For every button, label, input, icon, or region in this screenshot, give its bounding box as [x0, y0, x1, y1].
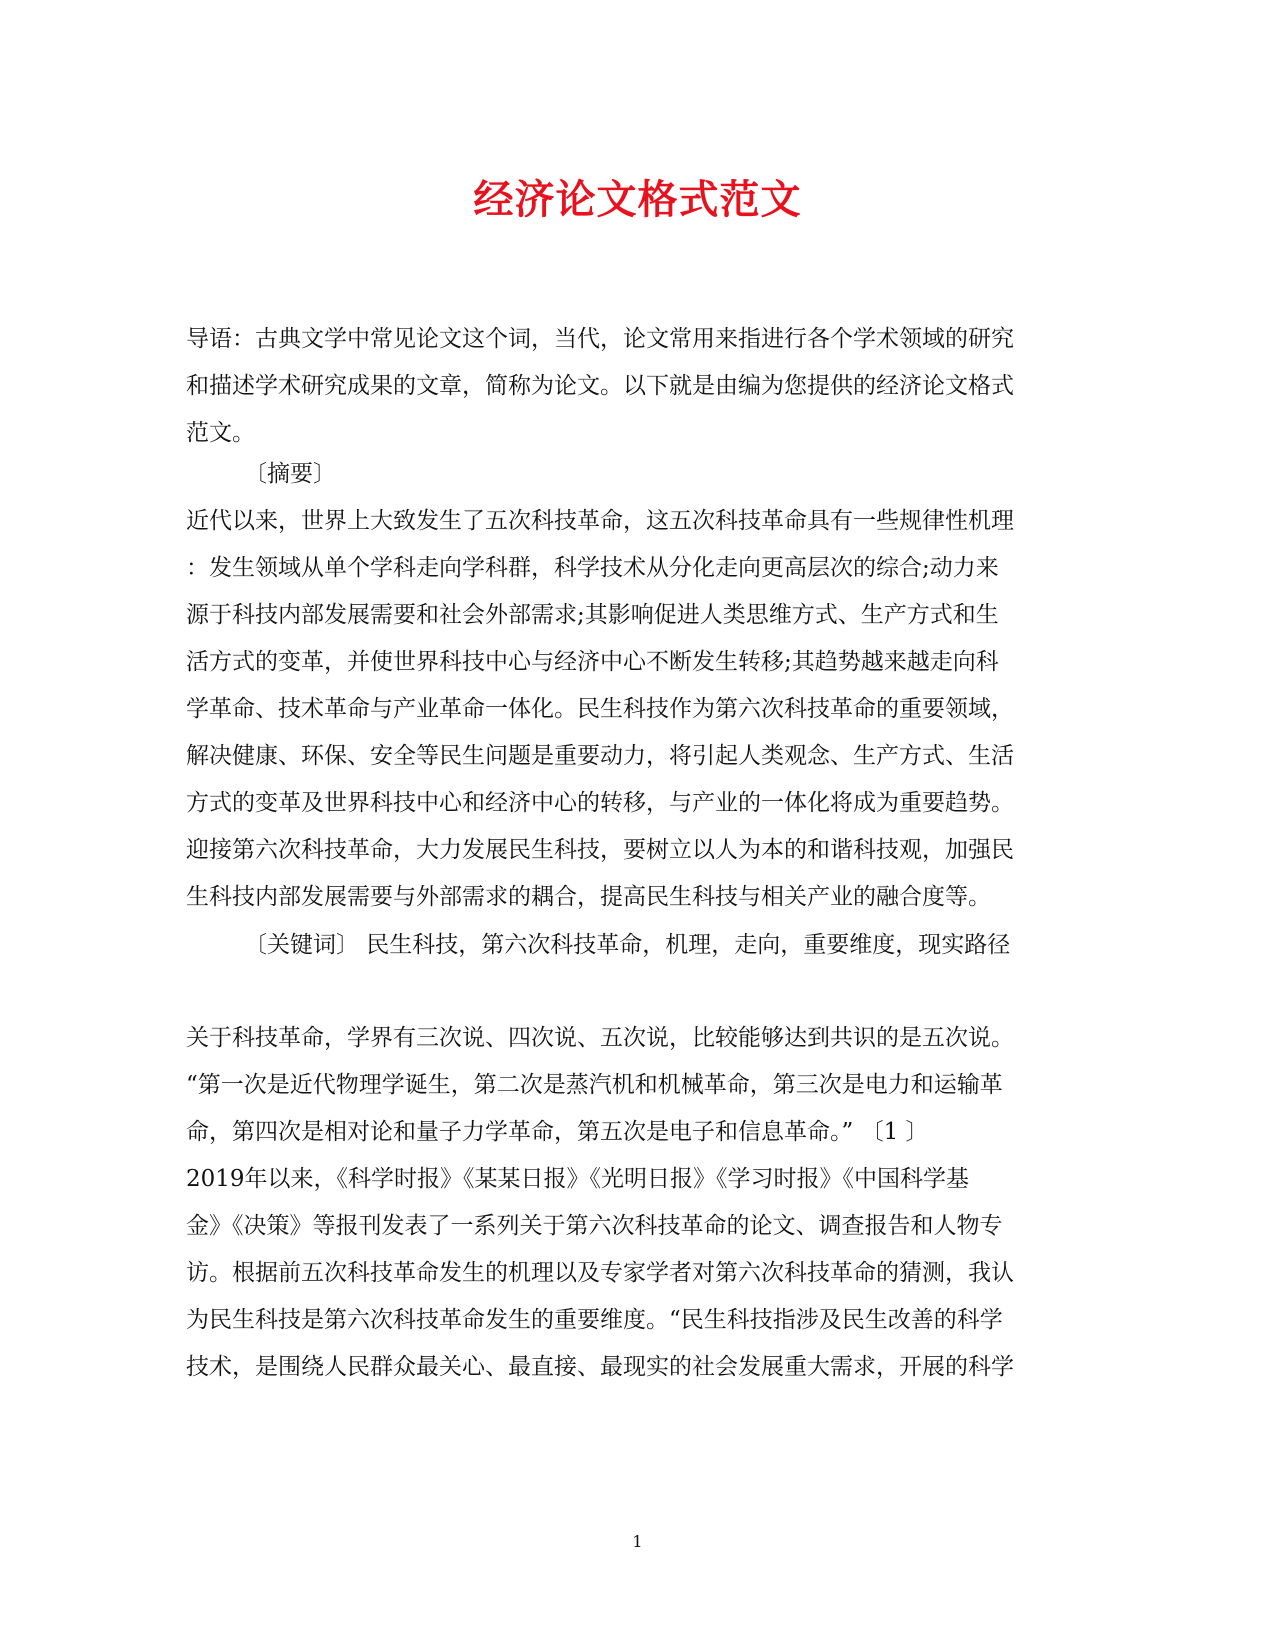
keywords-line: 〔关键词〕 民生科技，第六次科技革命，机理，走向，重要维度，现实路径	[244, 932, 1011, 958]
body-line: 技术，是围绕人民群众最关心、最直接、最现实的社会发展重大需求，开展的科学	[186, 1354, 1014, 1380]
body-line: 为民生科技是第六次科技革命发生的重要维度。“民生科技指涉及民生改善的科学	[186, 1307, 1003, 1333]
abstract-line: 源于科技内部发展需要和社会外部需求;其影响促进人类思维方式、生产方式和生	[186, 602, 999, 628]
body-line: “第一次是近代物理学诞生，第二次是蒸汽机和机械革命，第三次是电力和运输革	[186, 1072, 1003, 1098]
body-line: 关于科技革命，学界有三次说、四次说、五次说，比较能够达到共识的是五次说。	[186, 1025, 1014, 1051]
intro-line: 导语：古典文学中常见论文这个词，当代，论文常用来指进行各个学术领域的研究	[186, 326, 1014, 352]
abstract-line: 方式的变革及世界科技中心和经济中心的转移，与产业的一体化将成为重要趋势。	[186, 790, 1014, 816]
intro-line: 范文。	[186, 420, 255, 446]
abstract-line: 活方式的变革，并使世界科技中心与经济中心不断发生转移;其趋势越来越走向科	[186, 649, 999, 675]
intro-line: 和描述学术研究成果的文章，简称为论文。以下就是由编为您提供的经济论文格式	[186, 373, 1014, 399]
body-line: 命，第四次是相对论和量子力学革命，第五次是电子和信息革命。” 〔1 〕	[186, 1119, 929, 1145]
abstract-line: 近代以来，世界上大致发生了五次科技革命，这五次科技革命具有一些规律性机理	[186, 508, 1014, 534]
page-number: 1	[632, 1532, 643, 1551]
body-line: 访。根据前五次科技革命发生的机理以及专家学者对第六次科技革命的猜测，我认	[186, 1260, 1014, 1286]
abstract-paragraph	[186, 498, 1086, 921]
body-line: 2019年以来，《科学时报》《某某日报》《光明日报》《学习时报》《中国科学基	[186, 1166, 970, 1192]
abstract-label: 〔摘要〕	[244, 461, 336, 487]
intro-paragraph	[186, 316, 1086, 457]
abstract-heading	[186, 451, 1086, 498]
abstract-line: ：发生领域从单个学科走向学科群，科学技术从分化走向更高层次的综合;动力来	[186, 555, 999, 581]
keywords-block	[186, 922, 1086, 969]
body-line: 金》《决策》等报刊发表了一系列关于第六次科技革命的论文、调查报告和人物专	[186, 1213, 1003, 1239]
abstract-line: 学革命、技术革命与产业革命一体化。民生科技作为第六次科技革命的重要领域，	[186, 696, 1014, 722]
abstract-line: 迎接第六次科技革命，大力发展民生科技，要树立以人为本的和谐科技观，加强民	[186, 837, 1014, 863]
abstract-line: 生科技内部发展需要与外部需求的耦合，提高民生科技与相关产业的融合度等。	[186, 884, 991, 910]
body-paragraph	[186, 1015, 1086, 1391]
document-title: 经济论文格式范文	[473, 176, 802, 223]
abstract-line: 解决健康、环保、安全等民生问题是重要动力，将引起人类观念、生产方式、生活	[186, 743, 1014, 769]
